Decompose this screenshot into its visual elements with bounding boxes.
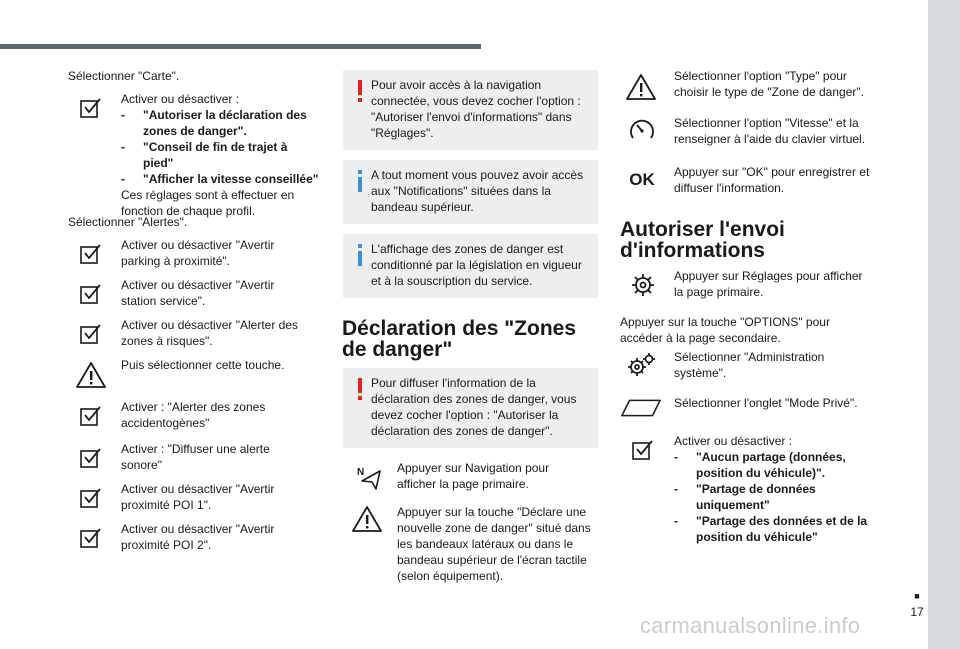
tab-icon [620,396,662,420]
note-1: Pour avoir accès à la navigation connectée, vous devez cocher l'option : "Autoriser l'envoi d'informations" dans "Réglages". [371,78,581,140]
step-declare: Appuyer sur la touche "Déclare une nouvelle zone de danger" situé dans les bandeaux latéraux ou dans le bandeau supérieur de l'écran tactile (selon équipement). [397,505,591,583]
intro-carte [68,68,179,84]
end-mark: ■ [914,591,920,601]
note-box-warning [343,70,598,150]
carte-opt-3: - "Afficher la vitesse conseillée" [121,171,321,187]
note-box-info [343,160,598,224]
alerte-4: Puis sélectionner cette touche. [121,358,285,372]
checkbox-icon [76,444,106,472]
checkbox-icon [76,280,106,308]
section-heading-zones: Déclaration des "Zones de danger" [342,317,577,361]
gears-icon [626,352,656,380]
alerte-5: Activer : "Alerter des zones accidentogènes" [121,400,266,430]
warning-text: Pour diffuser l'information de la déclaration des zones de danger, vous devez cocher l'option : "Autoriser la déclaration des zones de danger". [371,376,577,438]
ok-icon [624,166,660,194]
warning-triangle-icon [624,72,658,102]
note-2: A tout moment vous pouvez avoir accès aux "Notifications" situées dans la bandeau supérieur. [371,168,584,214]
checkbox-icon [76,94,106,122]
checkbox-icon [76,240,106,268]
alerte-7: Activer ou désactiver "Avertir proximité POI 1". [121,482,275,512]
step-navigation: Appuyer sur Navigation pour afficher la page primaire. [397,461,550,491]
checkbox-icon [76,484,106,512]
step-vitesse: Sélectionner l'option "Vitesse" et la renseigner à l'aide du clavier virtuel. [674,116,866,146]
checkbox-icon [628,436,658,464]
note-box-info [343,234,598,298]
warning-mark-icon [355,378,365,400]
partage-settings [674,433,879,545]
partage-opt-2: - "Partage de données uniquement" [674,481,879,513]
section-heading-autoriser: Autoriser l'envoi d'informations [620,218,785,262]
note-box-warning [343,368,598,448]
alerte-8: Activer ou désactiver "Avertir proximité POI 2". [121,522,275,552]
carte-settings [121,91,321,219]
carte-note: Ces réglages sont à effectuer en fonction de chaque profil. [121,188,295,218]
navigation-arrow-icon [354,464,384,492]
intro-alertes: Sélectionner "Alertes". [68,215,188,229]
intro-carte-text: Sélectionner "Carte". [68,69,180,83]
step-reglages: Appuyer sur Réglages pour afficher la page primaire. [674,269,863,299]
alerte-1: Activer ou désactiver "Avertir parking à proximité". [121,238,275,268]
alerte-3: Activer ou désactiver "Alerter des zones à risques". [121,318,298,348]
partage-activate: Activer ou désactiver : [674,434,793,448]
note-3: L'affichage des zones de danger est conditionné par la législation en vigueur et à la souscription du service. [371,242,582,288]
alerte-6: Activer : "Diffuser une alerte sonore" [121,442,270,472]
partage-opt-3: - "Partage des données et de la position du véhicule" [674,513,879,545]
warning-triangle-icon [74,360,108,390]
side-tab [928,0,960,649]
options-text: Appuyer sur la touche "OPTIONS" pour accéder à la page secondaire. [620,315,830,345]
watermark: carmanualsonline.info [640,613,861,638]
svg-text:N: N [357,467,365,478]
carte-activate: Activer ou désactiver : [121,92,240,106]
carte-opt-2: - "Conseil de fin de trajet à pied" [121,139,321,171]
step-type: Sélectionner l'option "Type" pour choisir le type de "Zone de danger". [674,69,864,99]
alerte-2: Activer ou désactiver "Avertir station service". [121,278,275,308]
warning-triangle-icon [350,504,384,534]
header-bar [0,44,481,49]
step-prive: Sélectionner l'onglet "Mode Privé". [674,396,858,410]
step-ok: Appuyer sur "OK" pour enregistrer et diffuser l'information. [674,165,870,195]
step-admin: Sélectionner "Administration système". [674,350,825,380]
page-number: 17 [910,605,924,619]
speedometer-icon [627,116,657,144]
checkbox-icon [76,402,106,430]
gear-icon [628,271,658,299]
info-icon [355,244,365,266]
checkbox-icon [76,524,106,552]
ok-label: OK [629,170,655,189]
warning-mark-icon [355,80,365,102]
partage-opt-1: - "Aucun partage (données, position du véhicule)". [674,449,879,481]
carte-opt-1: - "Autoriser la déclaration des zones de danger". [121,107,321,139]
checkbox-icon [76,320,106,348]
info-icon [355,170,365,192]
